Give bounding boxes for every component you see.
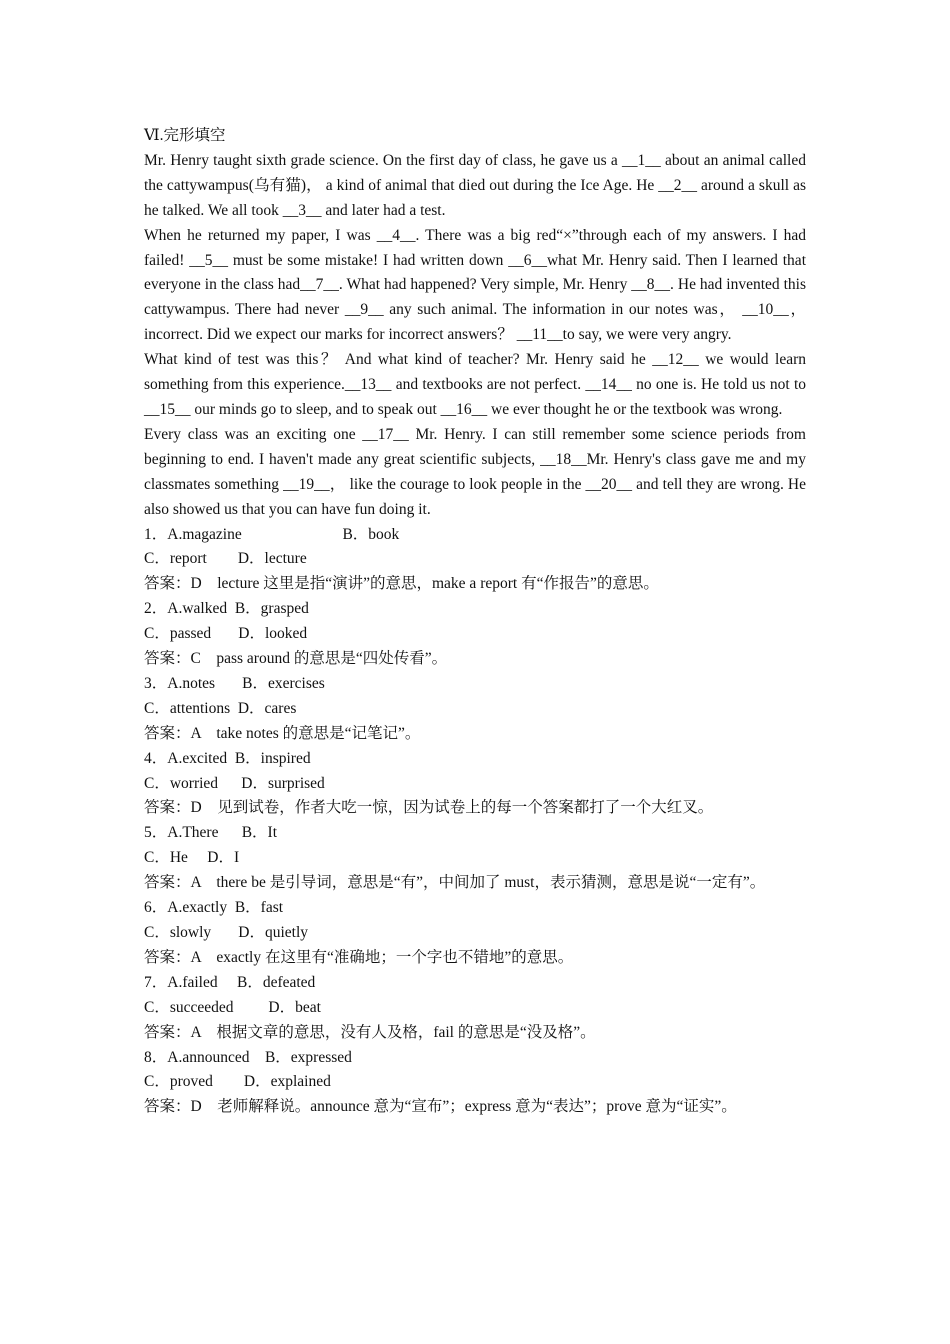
question-options-line: 7．A.failed B．defeated — [144, 973, 316, 991]
question-block — [144, 971, 806, 1046]
question-options-line: 5．A.There B．It — [144, 824, 278, 842]
question-options-line: 1．A.magazine B．book — [144, 525, 400, 543]
answer-explanation: 答案：D 老师解释说。announce 意为“宣布”；express 意为“表达”；prove 意为“证实”。 — [144, 1098, 737, 1116]
answer-explanation: 答案：A exactly 在这里有“准确地；一个字也不错地”的意思。 — [144, 948, 574, 966]
question-options-line: 8．A.announced B．expressed — [144, 1048, 352, 1066]
question-block — [144, 747, 806, 822]
answer-explanation: 答案：A take notes 的意思是“记笔记”。 — [144, 724, 421, 742]
passage-paragraph: Mr. Henry taught sixth grade science. On the first day of class, he gave us a __1__ about an animal called the cattywampus(乌有猫)， a kind of animal that died out during the Ice Age. He __2__ around a skull as he talked. We all took __3__ and later had a test. — [144, 151, 806, 219]
passage-paragraph: Every class was an exciting one __17__ Mr. Henry. I can still remember some science periods from beginning to end. I haven't made any great scientific subjects, __18__Mr. Henry's class gave me and my classmates something __19__， like the courage to look people in the __20__ and tell they are wrong. He also showed us that you can have fun doing it. — [144, 425, 806, 518]
question-block — [144, 1046, 806, 1121]
question-options-line: C．He D．I — [144, 849, 240, 867]
question-options-line: 2．A.walked B．grasped — [144, 600, 309, 618]
question-options-line: C．proved D．explained — [144, 1073, 331, 1091]
question-options-line: C．passed D．looked — [144, 625, 308, 643]
question-options-line: C．report D．lecture — [144, 550, 307, 568]
question-block — [144, 821, 806, 896]
passage-paragraph: What kind of test was this？ And what kind of teacher? Mr. Henry said he __12__ we would learn something from this experience.__13__ and textbooks are not perfect. __14__ no one is. He told us not to __15__ our minds go to sleep, and to speak out __16__ we ever thought he or the textbook was wrong. — [144, 351, 806, 418]
passage-paragraph: When he returned my paper, I was __4__. There was a big red“×”through each of my answers. I had failed! __5__ must be some mistake! I had written down __6__what Mr. Henry said. Then I learned that everyone in the class had__7__. What had happened? Very simple, Mr. Henry __8__. He had invented this cattywampus. There had never __9__ any such animal. The information in our notes was， __10__， incorrect. Did we expect our marks for incorrect answers？ __11__to say, we were very angry. — [144, 226, 806, 344]
answer-explanation: 答案：A there be 是引导词，意思是“有”，中间加了 must，表示猜测，意思是说“一定有”。 — [144, 874, 766, 892]
section-title: Ⅵ.完形填空 — [144, 127, 226, 144]
question-block — [144, 896, 806, 971]
question-options-line: 3．A.notes B．exercises — [144, 674, 325, 692]
question-options-line: C．succeeded D．beat — [144, 998, 321, 1016]
question-options-line: C．worried D．surprised — [144, 774, 325, 792]
question-options-line: C．attentions D．cares — [144, 699, 297, 717]
document-page — [144, 124, 806, 1120]
question-options-line: 4．A.excited B．inspired — [144, 749, 311, 767]
answer-explanation: 答案：D 见到试卷，作者大吃一惊，因为试卷上的每一个答案都打了一个大红叉。 — [144, 799, 714, 817]
answer-explanation: 答案：A 根据文章的意思，没有人及格，fail 的意思是“没及格”。 — [144, 1023, 596, 1041]
answer-explanation: 答案：D lecture 这里是指“演讲”的意思，make a report 有“作报告”的意思。 — [144, 575, 659, 593]
question-options-line: C．slowly D．quietly — [144, 924, 309, 941]
question-block — [144, 523, 806, 598]
answer-explanation: 答案：C pass around 的意思是“四处传看”。 — [144, 650, 448, 668]
question-block — [144, 672, 806, 747]
question-block — [144, 597, 806, 672]
question-options-line: 6．A.exactly B．fast — [144, 899, 284, 917]
